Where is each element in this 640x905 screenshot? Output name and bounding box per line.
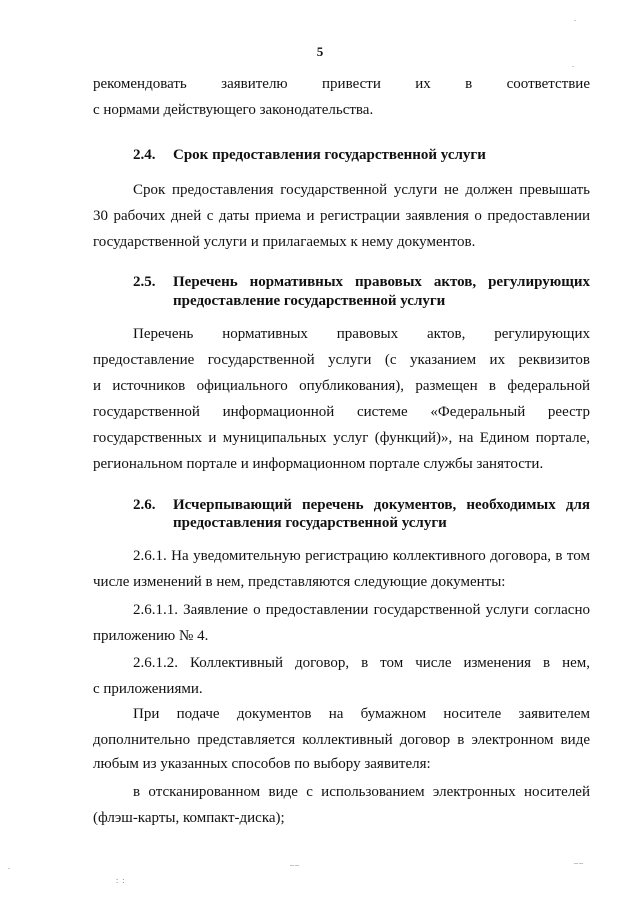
paragraph-line: в отсканированном виде с использованием электронных носителей (133, 784, 590, 800)
section-title: Срок предоставления государственной услуги (173, 147, 486, 163)
paragraph-line: дополнительно представляется коллективный договор в электронном виде (93, 732, 590, 748)
paragraph-line: (флэш-карты, компакт-диска); (93, 810, 285, 826)
scan-mark: . (8, 862, 11, 871)
scan-mark: __ (574, 856, 584, 865)
paragraph-line: Срок предоставления государственной услуги не должен превышать (133, 182, 590, 198)
paragraph-line: региональном портале и информационном портале службы занятости. (93, 456, 544, 472)
paragraph-line: с приложениями. (93, 681, 203, 697)
section-title: Перечень нормативных правовых актов, регулирующих (173, 274, 590, 290)
section-title: предоставление государственной услуги (173, 293, 446, 309)
section-title: предоставления государственной услуги (173, 515, 447, 531)
paragraph-line: и источников официального опубликования), размещен в федеральной (93, 378, 590, 394)
section-number: 2.4. (133, 147, 156, 163)
paragraph-line: с нормами действующего законодательства. (93, 102, 374, 118)
scan-mark: : : (116, 876, 126, 885)
section-number: 2.6. (133, 497, 156, 513)
paragraph-line: Перечень нормативных правовых актов, регулирующих (133, 326, 590, 342)
paragraph-line: государственной услуги и прилагаемых к нему документов. (93, 234, 476, 250)
paragraph-line: государственных и муниципальных услуг (функций)», на Едином портале, (93, 430, 590, 446)
paragraph-line: При подаче документов на бумажном носителе заявителем (133, 706, 590, 722)
scan-mark: . (574, 14, 577, 23)
paragraph-line: 2.6.1. На уведомительную регистрацию коллективного договора, в том (133, 548, 590, 564)
page-number: 5 (316, 44, 324, 59)
scan-mark: __ (290, 858, 300, 867)
section-number: 2.5. (133, 274, 156, 290)
paragraph-line: государственной информационной системе «Федеральный реестр (93, 404, 590, 420)
paragraph-line: предоставление государственной услуги (с указанием их реквизитов (93, 352, 590, 368)
scan-mark: . (572, 60, 575, 69)
section-title: Исчерпывающий перечень документов, необходимых для (173, 497, 590, 513)
paragraph-line: приложению № 4. (93, 628, 209, 644)
paragraph-line: 30 рабочих дней с даты приема и регистрации заявления о предоставлении (93, 208, 590, 224)
paragraph-line: рекомендовать заявителю привести их в соответствие (93, 76, 590, 92)
paragraph-line: любым из указанных способов по выбору заявителя: (93, 756, 431, 772)
paragraph-line: 2.6.1.2. Коллективный договор, в том числе изменения в нем, (133, 655, 590, 671)
paragraph-line: 2.6.1.1. Заявление о предоставлении государственной услуги согласно (133, 602, 590, 618)
paragraph-line: числе изменений в нем, представляются следующие документы: (93, 574, 506, 590)
